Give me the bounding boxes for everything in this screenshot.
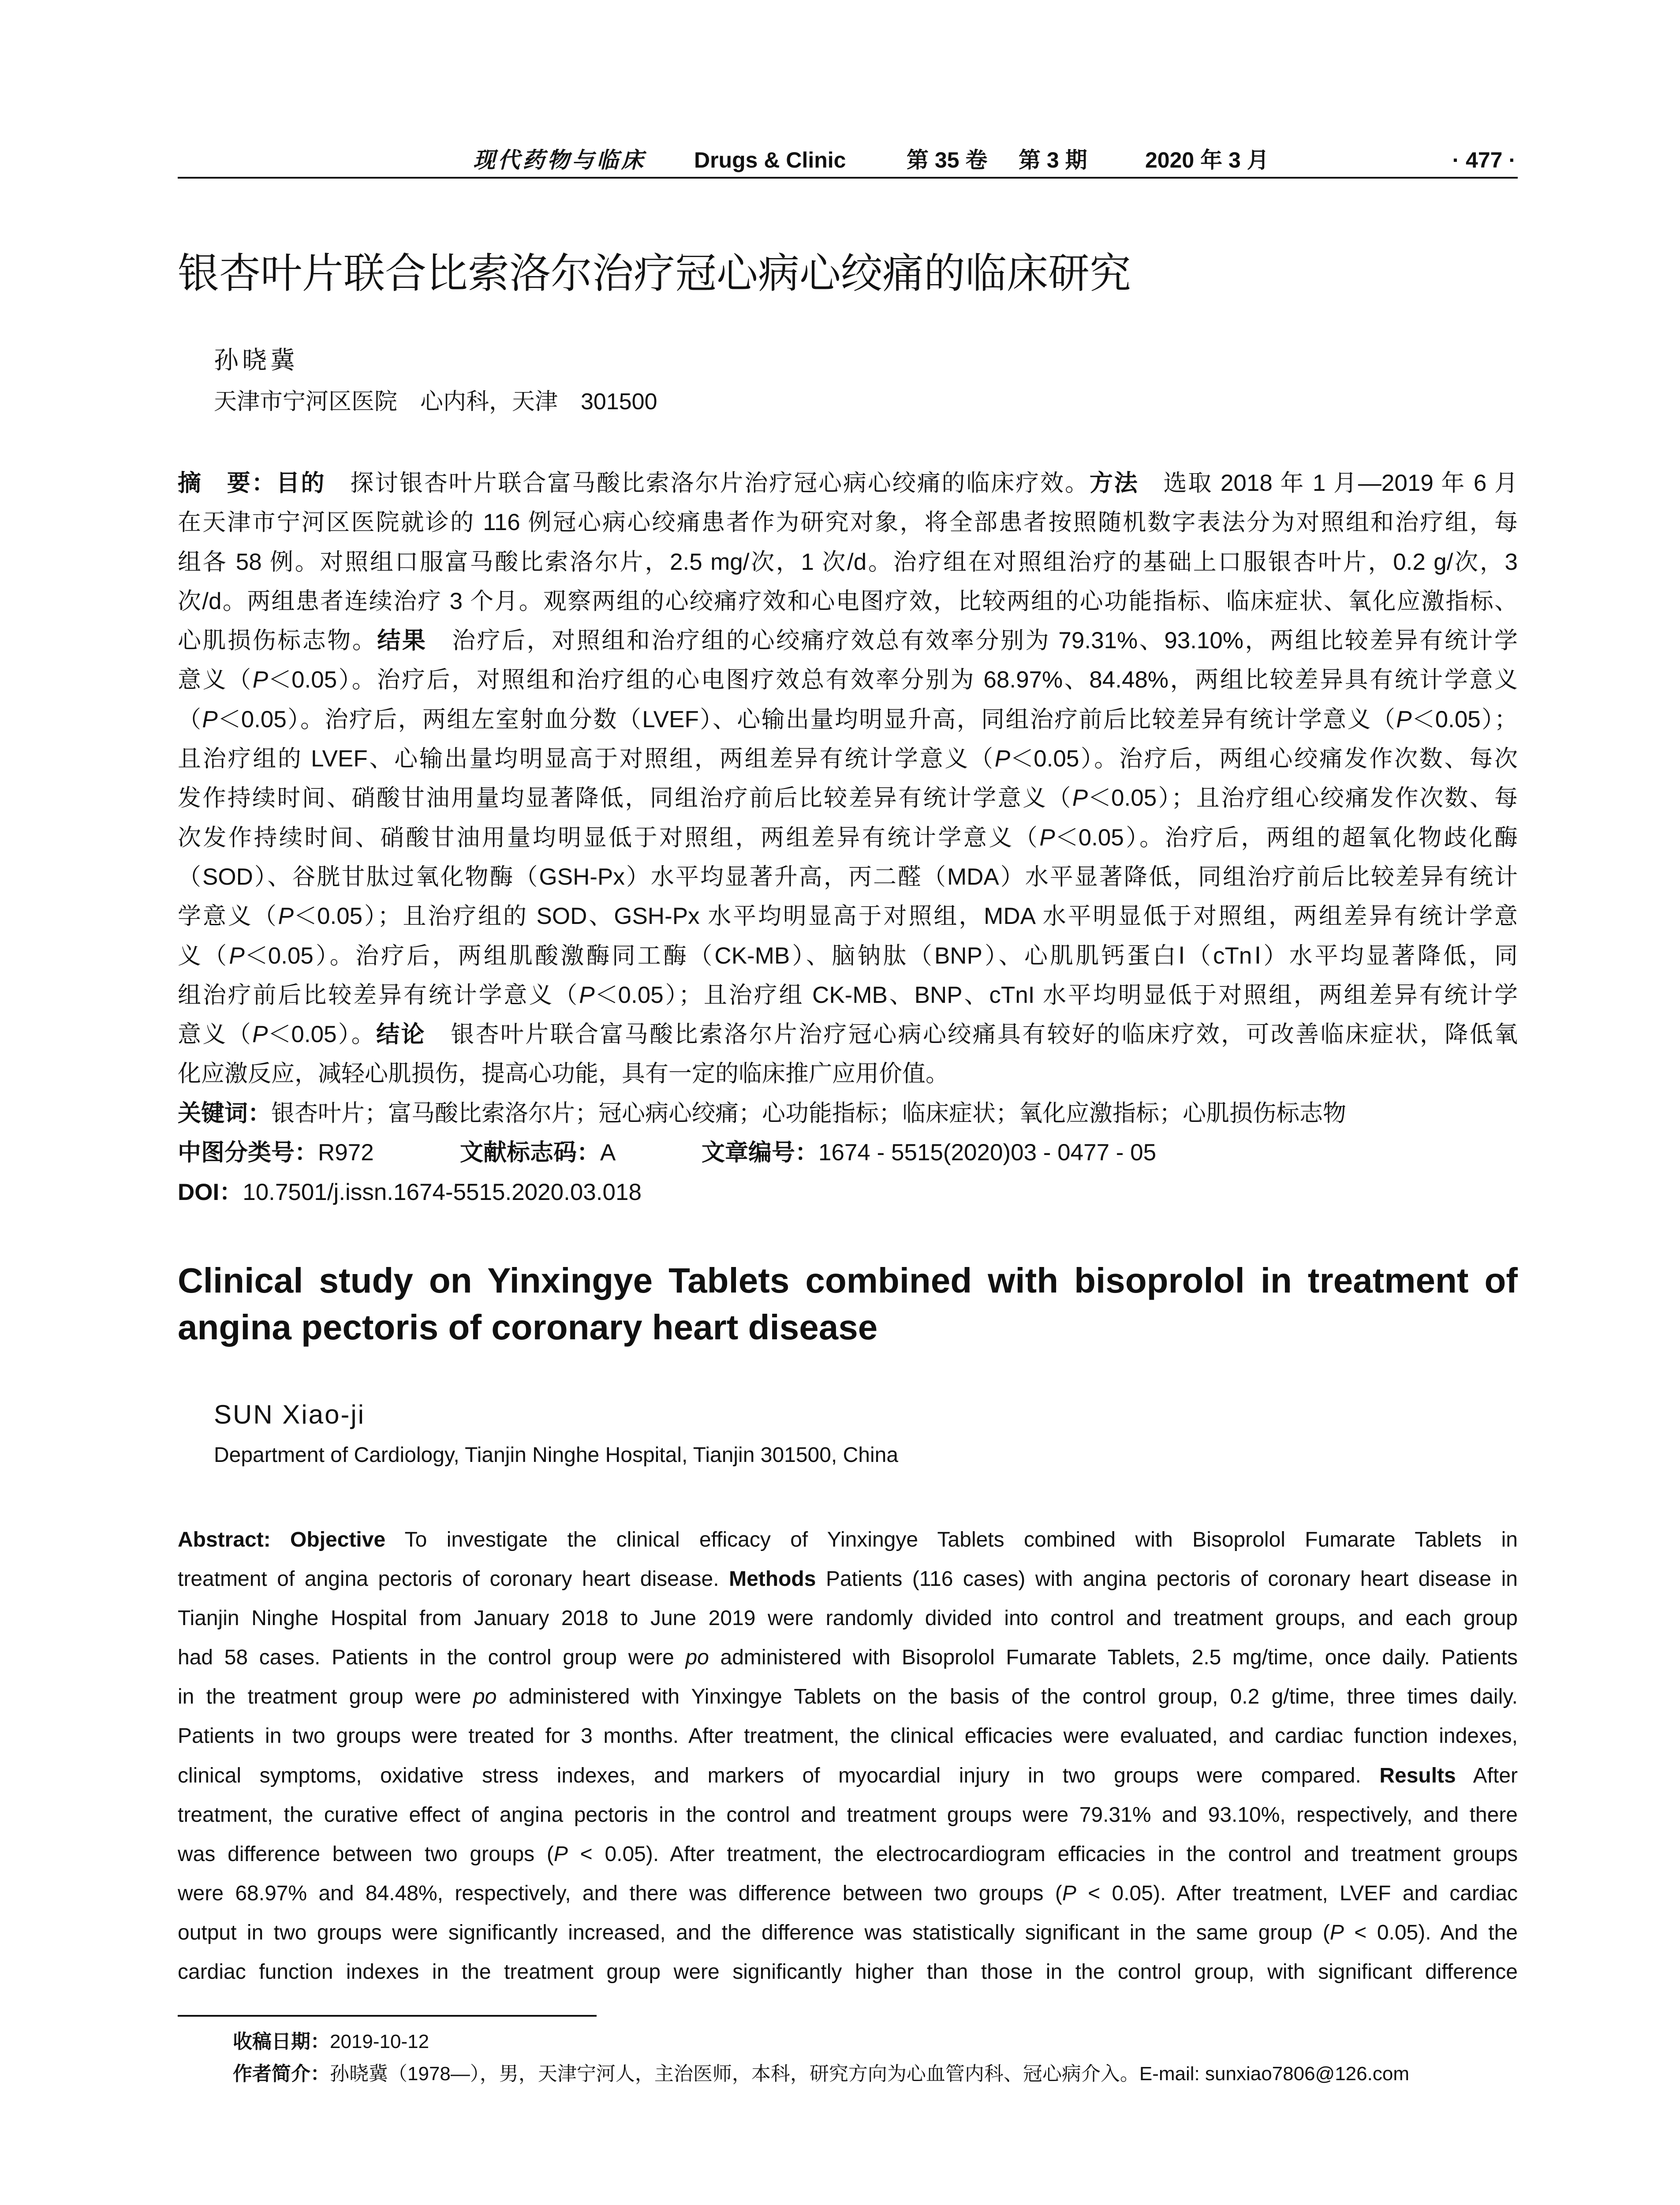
abstract-cn-line [178,897,1518,936]
abstract-cn-line [178,582,1518,621]
text-run: Patients (116 cases) with angina pectoris of coronary heart disease in [816,1567,1518,1591]
issue-label: 第 3 期 [1019,148,1087,172]
italic-term: P [202,706,218,733]
italic-term: P [553,1842,568,1866]
text-run: 学意义（ [178,903,278,930]
text-run: 次发作持续时间、硝酸甘油用量均明显低于对照组，两组差异有统计学意义（ [178,824,1040,851]
italic-term: P [994,746,1011,772]
italic-term: P [252,667,269,693]
text-run: 意义（ [178,667,253,693]
abstract-cn-line [178,1054,1518,1093]
text-run: 选取 2018 年 1 月—2019 年 6 月 [1139,470,1518,496]
title-en-line: angina pectoris of coronary heart disease [178,1308,878,1347]
text-run: cardiac function indexes in the treatment group were significantly higher than those in the control group, with significant difference [178,1960,1518,1984]
abstract-cn-line [178,1015,1518,1054]
article-number-value: 1674 - 5515(2020)03 - 0477 - 05 [818,1140,1157,1166]
section-heading: Results [1379,1764,1456,1787]
clc-number [178,1133,374,1172]
header-rule [178,177,1518,179]
italic-term: po [473,1685,497,1709]
received-date [233,2029,429,2055]
abstract-en-line [178,1874,1518,1913]
abstract-en-line [178,1795,1518,1835]
classification-line [178,1133,1518,1172]
abstract-cn-line [178,739,1518,778]
text-run: 探讨银杏叶片联合富马酸比索洛尔片治疗冠心病心绞痛的临床疗效。 [325,470,1090,496]
abstract-en-line [178,1520,1518,1559]
keywords-label: 关键词： [178,1100,271,1126]
section-heading: 方法 [1089,470,1139,496]
italic-term: P [252,1021,268,1048]
affiliation-en: Department of Cardiology, Tianjin Ninghe Hospital, Tianjin 301500, China [214,1443,899,1467]
abstract-cn-line [178,542,1518,582]
text-run: 意义（ [178,1021,253,1048]
clc-value: R972 [318,1140,374,1166]
abstract-en-line [178,1716,1518,1756]
abstract-cn-line [178,621,1518,660]
author-name-en: SUN Xiao-ji [214,1400,366,1429]
doi-value[interactable]: 10.7501/j.issn.1674-5515.2020.03.018 [243,1179,642,1205]
page-number: · 477 · [1452,148,1516,172]
italic-term: P [579,982,595,1008]
document-code [460,1133,616,1172]
document-code-label: 文献标志码： [460,1140,600,1166]
text-run: 银杏叶片联合富马酸比索洛尔片治疗冠心病心绞痛具有较好的临床疗效，可改善临床症状，降低氧 [426,1021,1518,1048]
title-en-line: Clinical study on Yinxingye Tablets combined with bisoprolol in treatment of [178,1261,1518,1300]
abstract-cn-line [178,700,1518,739]
abstract-cn-line [178,818,1518,857]
abstract-en-line [178,1913,1518,1952]
volume-label: 第 35 卷 [907,148,988,172]
abstract-en-line [178,1952,1518,1992]
author-name-cn: 孙晓冀 [214,347,299,374]
abstract-en-line [178,1835,1518,1874]
footnote-rule [178,2015,597,2017]
abstract-cn-line [178,503,1518,542]
text-run: Patients in two groups were treated for 3 months. After treatment, the clinical efficacies were evaluated, and cardiac function indexes, [178,1724,1518,1748]
text-run: 心肌损伤标志物。 [178,628,377,654]
italic-term: P [278,903,294,930]
text-run: had 58 cases. Patients in the control group were [178,1646,686,1670]
text-run: output in two groups were significantly increased, and the difference was statistically significant in the same group ( [178,1921,1330,1944]
abstract-cn-line [178,975,1518,1015]
text-run: administered with Bisoprolol Fumarate Tablets, 2.5 mg/time, once daily. Patients [709,1646,1518,1670]
text-run: After [1456,1764,1518,1787]
text-run: 义（ [178,942,229,969]
abstract-en-line [178,1599,1518,1638]
italic-term: P [1396,706,1412,733]
text-run: 组各 58 例。对照组口服富马酸比索洛尔片，2.5 mg/次，1 次/d。治疗组在对照组治疗的基础上口服银杏叶片，0.2 g/次，3 [178,549,1518,575]
abstract-cn-line [178,778,1518,818]
italic-term: P [1039,824,1055,851]
author-biography-label: 作者简介： [233,2063,330,2085]
abstract-cn-line [178,857,1518,897]
text-run: treatment, the curative effect of angina pectoris in the control and treatment groups were 79.31% and 93.10%, respectively, and there [178,1803,1518,1827]
text-run: ＜0.05）。治疗后，两组左室射血分数（LVEF）、心输出量均明显升高，同组治疗前后比较差异有统计学意义（ [217,706,1396,733]
keywords-text: 银杏叶片；富马酸比索洛尔片；冠心病心绞痛；心功能指标；临床症状；氧化应激指标；心肌损伤标志物 [271,1100,1346,1126]
article-number-label: 文章编号： [702,1140,818,1166]
abstract-cn [178,463,1518,1094]
text-run: （SOD）、谷胱甘肽过氧化物酶（GSH-Px）水平均显著升高，丙二醛（MDA）水平显著降低，同组治疗前后比较差异有统计 [178,863,1518,890]
author-biography [233,2061,1409,2087]
text-run: 化应激反应，减轻心肌损伤，提高心功能，具有一定的临床推广应用价值。 [178,1061,949,1087]
text-run: ＜0.05）。治疗后，两组肌酸激酶同工酶（CK-MB）、脑钠肽（BNP）、心肌肌钙蛋白Ⅰ（cTnⅠ）水平均显著降低，同 [244,942,1518,969]
abstract-en-line [178,1677,1518,1716]
italic-term: P [1072,785,1088,811]
italic-term: P [1329,1921,1344,1944]
abstract-en-line [178,1559,1518,1599]
issue-date: 2020 年 3 月 [1145,148,1269,172]
text-run: ＜0.05）； [1411,706,1518,733]
text-run: ＜0.05）；且治疗组心绞痛发作次数、每 [1088,785,1518,811]
text-run: in the treatment group were [178,1685,473,1709]
document-code-value: A [600,1140,616,1166]
text-run: 组治疗前后比较差异有统计学意义（ [178,982,579,1008]
abstract-en-line [178,1756,1518,1795]
text-run: ＜0.05）；且治疗组 CK-MB、BNP、cTnI 水平均明显低于对照组，两组差异有统计学 [594,982,1518,1008]
text-run: ＜0.05）。治疗后，两组心绞痛发作次数、每次 [1010,746,1518,772]
section-heading: 摘 要：目的 [178,470,326,496]
article-title-cn: 银杏叶片联合比索洛尔治疗冠心病心绞痛的临床研究 [178,250,1131,296]
section-heading: Methods [729,1567,816,1591]
text-run: （ [178,706,202,733]
clc-label: 中图分类号： [178,1140,318,1166]
doi-label: DOI： [178,1179,243,1205]
italic-term: P [1062,1881,1076,1905]
text-run: were 68.97% and 84.48%, respectively, and there was difference between two groups ( [178,1881,1062,1905]
text-run: ＜0.05）。治疗后，对照组和治疗组的心电图疗效总有效率分别为 68.97%、84.48%，两组比较差异具有统计学意义 [268,667,1518,693]
abstract-en [178,1520,1518,1992]
text-run: < 0.05). And the [1344,1921,1518,1944]
text-run: < 0.05). After treatment, LVEF and cardiac [1076,1881,1518,1905]
doi-line [178,1173,1518,1212]
section-heading: Abstract: Objective [178,1528,386,1551]
text-run: 发作持续时间、硝酸甘油用量均显著降低，同组治疗前后比较差异有统计学意义（ [178,785,1072,811]
text-run: To investigate the clinical efficacy of Yinxingye Tablets combined with Bisoprolol Fumarate Tablets in [385,1528,1518,1551]
text-run: was difference between two groups ( [178,1842,554,1866]
text-run: ＜0.05）。治疗后，两组的超氧化物歧化酶 [1055,824,1518,851]
section-heading: 结果 [377,628,427,654]
article-title-en [178,1257,1518,1351]
author-biography-text: 孙晓冀（1978—），男，天津宁河人，主治医师，本科，研究方向为心血管内科、冠心病介入。E-mail: sunxiao7806@126.com [330,2063,1409,2085]
abstract-en-line [178,1638,1518,1677]
abstract-cn-line [178,660,1518,699]
text-run: 治疗后，对照组和治疗组的心绞痛疗效总有效率分别为 79.31%、93.10%，两组比较差异有统计学 [427,628,1518,654]
text-run: clinical symptoms, oxidative stress indexes, and markers of myocardial injury in two groups were compared. [178,1764,1380,1787]
text-run: ＜0.05）；且治疗组的 SOD、GSH-Px 水平均明显高于对照组，MDA 水平明显低于对照组，两组差异有统计学意 [294,903,1518,930]
italic-term: P [229,942,245,969]
text-run: ＜0.05）。 [268,1021,377,1048]
italic-term: po [685,1646,709,1670]
text-run: 且治疗组的 LVEF、心输出量均明显高于对照组，两组差异有统计学意义（ [178,746,995,772]
text-run: Tianjin Ninghe Hospital from January 2018 to June 2019 were randomly divided into control and treatment groups, and each group [178,1607,1518,1630]
text-run: 在天津市宁河区医院就诊的 116 例冠心病心绞痛患者作为研究对象，将全部患者按照随机数字表法分为对照组和治疗组，每 [178,509,1518,536]
received-date-value: 2019-10-12 [330,2031,429,2052]
received-date-label: 收稿日期： [233,2031,330,2052]
text-run: 次/d。两组患者连续治疗 3 个月。观察两组的心绞痛疗效和心电图疗效，比较两组的心功能指标、临床症状、氧化应激指标、 [178,588,1518,614]
text-run: < 0.05). After treatment, the electrocardiogram efficacies in the control and treatment groups [567,1842,1518,1866]
journal-name-en: Drugs & Clinic [694,148,846,172]
affiliation-cn: 天津市宁河区医院 心内科，天津 301500 [214,389,657,415]
text-run: administered with Yinxingye Tablets on the basis of the control group, 0.2 g/time, three times daily. [497,1685,1518,1709]
journal-name-cn: 现代药物与临床 [473,148,646,172]
text-run: treatment of angina pectoris of coronary heart disease. [178,1567,729,1591]
abstract-cn-line [178,463,1518,503]
article-number [702,1133,1156,1172]
article-metadata-cn [178,1094,1518,1212]
section-heading: 结论 [376,1021,426,1048]
abstract-cn-line [178,936,1518,975]
keywords-line [178,1094,1518,1133]
